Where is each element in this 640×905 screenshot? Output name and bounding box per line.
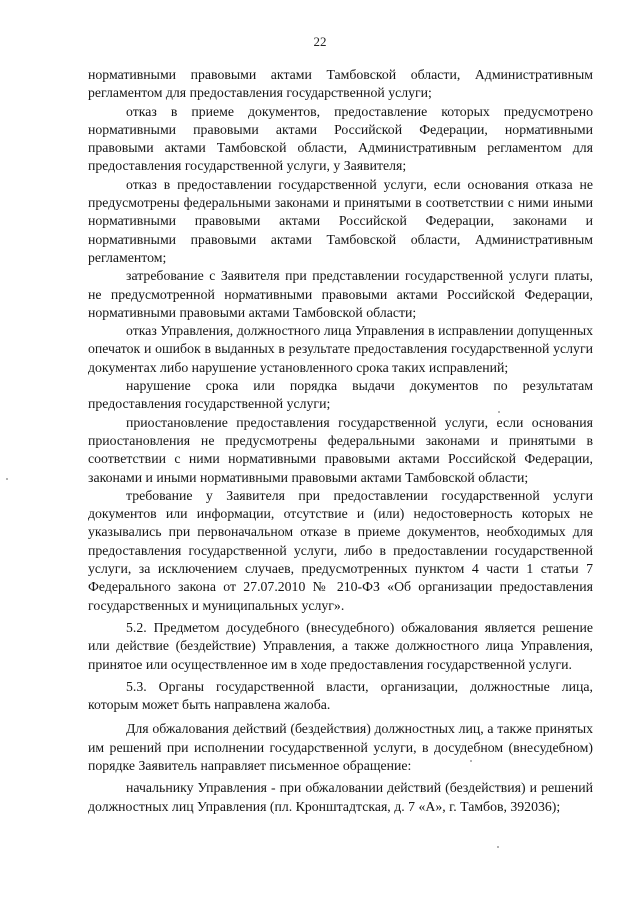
paragraph-extra-documents: требование у Заявителя при предоставлении государственной услуги документов или информации, отсутствие и (или) недостоверность которых не указывались при первоначальном отказе в приеме документов, необходимых для предоставления государственной услуги, либо в предоставлении государственной услуги, за исключением случаев, предусмотренных пунктом 4 части 1 статьи 7 Федерального закона от 27.07.2010 № 210-ФЗ «Об организации предоставления государственных и муниципальных услуг». [88,487,593,613]
paragraph-refusal-documents: отказ в приеме документов, предоставление которых предусмотрено нормативными правовыми актами Российской Федерации, нормативными правовыми актами Тамбовской области, Административным регламентом для предоставления государственной услуги, у Заявителя; [88,103,593,174]
scan-speck [470,760,472,762]
paragraph-section-5-2: 5.2. Предметом досудебного (внесудебного) обжалования является решение или действие (бездействие) Управления, а также должностного лица Управления, принятое или осуществленное им в ходе предоставления государственной услуги. [88,619,593,672]
scan-speck [6,478,8,480]
paragraph-appeal-procedure: Для обжалования действий (бездействия) должностных лиц, а также принятых им решений при исполнении государственной услуги, в досудебном (внесудебном) порядке Заявитель направляет письменное обращение: [88,721,593,773]
document-body [88,66,593,816]
paragraph-refusal-service: отказ в предоставлении государственной услуги, если основания отказа не предусмотрены федеральными законами и принятыми в соответствии с ними иными нормативными правовыми актами Российской Федерации, законами и нормативными правовыми актами Тамбовской области, Административным регламентом; [88,176,593,265]
page-number: 22 [313,34,327,49]
paragraph-issuance-violation: нарушение срока или порядка выдачи документов по результатам предоставления государственной услуги; [88,378,593,412]
paragraph-payment-demand: затребование с Заявителя при представлении государственной услуги платы, не предусмотренной нормативными правовыми актами Российской Федерации, нормативными правовыми актами Тамбовской области; [88,268,593,320]
paragraph-correction-refusal: отказ Управления, должностного лица Управления в исправлении допущенных опечаток и ошибок в выданных в результате предоставления государственной услуги документах либо нарушение установленного срока таких исправлений; [88,323,593,375]
scan-speck [498,411,500,413]
paragraph-section-5-3: 5.3. Органы государственной власти, организации, должностные лица, которым может быть направлена жалоба. [88,678,593,713]
paragraph-appeal-head: начальнику Управления - при обжаловании действий (бездействия) и решений должностных лиц Управления (пл. Кронштадтская, д. 7 «А», г. Тамбов, 392036); [88,780,593,814]
paragraph-suspension: приостановление предоставления государственной услуги, если основания приостановления не предусмотрены федеральными законами и принятыми в соответствии с ними нормативными правовыми актами Российской Федерации, законами и иными нормативными правовыми актами Тамбовской области; [88,414,593,485]
paragraph-continuation: нормативными правовыми актами Тамбовской области, Административным регламентом для предоставления государственной услуги; [88,67,593,101]
scan-speck [497,846,499,848]
